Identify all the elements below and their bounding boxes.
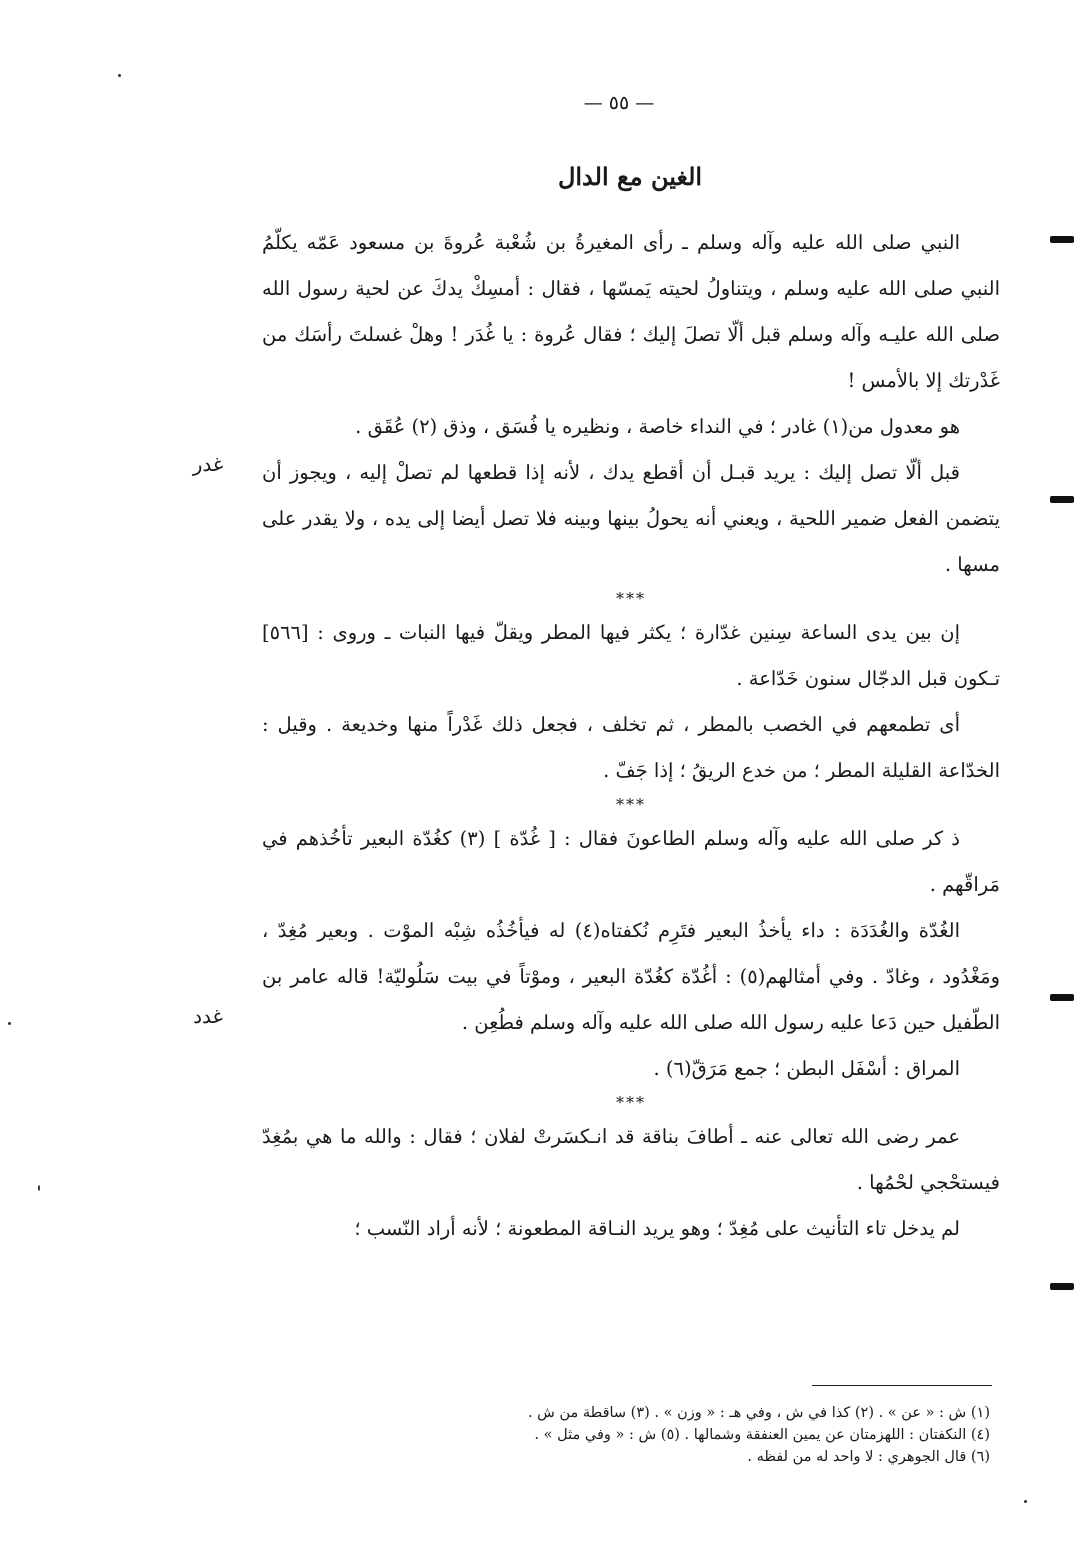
paragraph: المراق : أسْفَل البطن ؛ جمع مَرَقّ(٦) .: [653, 1057, 960, 1080]
paragraph: هو معدول من(١) غادر ؛ في النداء خاصة ، ونظيره يا فُسَق ، وذق (٢) عُقَق .: [355, 415, 960, 438]
footnote-divider: [812, 1385, 992, 1386]
paragraph: الغُدّة والغُدَدَة : داء يأخذُ البعير فتَرِم نُكفتاه(٤) له فيأخُذُه شِبْه الموْت . وبعير مُغِدّ ، ومَغْدُود ، وغادّ . وفي أمثالهم(٥) : أغُدّة كغُدّة البعير ، وموْتاً في بيت سَلُوليّة! قاله عامر بن الطّفيل حين دَعا عليه رسول الله صلى الله عليه وآله وسلم فطُعِن .: [262, 919, 1000, 1034]
footnote-line: (٤) النكفتان : اللهزمتان عن يمين العنفقة وشمالها . (٥) ش : « وفي مثل » .: [534, 1427, 990, 1443]
margin-bar: [1050, 236, 1074, 243]
main-text: [262, 220, 1000, 1252]
page-number: — ٥٥ —: [583, 92, 655, 114]
paragraph: أى تطمعهم في الخصب بالمطر ، ثم تخلف ، فجعل ذلك غَدْراً منها وخديعة . وقيل : الخدّاعة القليلة المطر ؛ من خدع الريقُ ؛ إذا جَفّ .: [262, 713, 1000, 782]
footnotes: [270, 1402, 990, 1468]
margin-bar: [1050, 994, 1074, 1001]
scan-speck: [38, 1185, 40, 1191]
paragraph: قبل ألّا تصل إليك : يريد قبـل أن أقطع يدك ، لأنه إذا قطعها لم تصلْ إليه ، ويجوز أن يتضمن الفعل ضمير اللحية ، ويعني أنه يحولُ بينها وبينه فلا تصل أيضا إلى يده ، ولا يقدر على مسها .: [262, 461, 1000, 576]
margin-word-ghadad: غدد: [193, 1004, 223, 1028]
scan-speck: [118, 74, 121, 77]
paragraph: إن بين يدى الساعة سِنين غدّارة ؛ يكثر فيها المطر ويقلّ فيها النبات ـ وروى : [٥٦٦] تـكون قبل الدجّال سنون خَدّاعة .: [262, 621, 1000, 690]
paragraph: ذ كر صلى الله عليه وآله وسلم الطاعونَ فقال : [ غُدّة ] (٣) كغُدّة البعير تأخُذهم في مَراقّهم .: [262, 827, 1000, 896]
margin-bar: [1050, 1283, 1074, 1290]
section-separator: ***: [616, 589, 646, 608]
scan-speck: [8, 1022, 11, 1025]
paragraph: النبي صلى الله عليه وآله وسلم ـ رأى المغيرةُ بن شُعْبة عُروةَ بن مسعود عَمّه يكلّمُ النبي صلى الله عليه وسلم ، ويتناولُ لحيته يَمسّها ، فقال : أمسِكْ يدكَ عن لحية رسول الله صلى الله عليـه وآله وسلم قبل ألّا تصلَ إليك ؛ فقال عُروة : يا غُدَر ! وهلْ غسلتَ رأسَك من غَدْرتك إلا بالأمس !: [262, 231, 1000, 392]
paragraph: عمر رضى الله تعالى عنه ـ أطافَ بناقة قد انـكسَرتْ لفلان ؛ فقال : والله ما هي بمُغِدّ فيستحْجي لحْمُها .: [262, 1125, 1000, 1194]
margin-bar: [1050, 496, 1074, 503]
footnote-line: (١) ش : « عن » . (٢) كذا في ش ، وفي هـ : « وزن » . (٣) ساقطة من ش .: [527, 1405, 990, 1421]
section-separator: ***: [616, 1093, 646, 1112]
paragraph: لم يدخل تاء التأنيث على مُغِدّ ؛ وهو يريد النـاقة المطعونة ؛ لأنه أراد النّسب ؛: [354, 1217, 960, 1240]
section-separator: ***: [616, 795, 646, 814]
margin-word-ghadar: غدر: [192, 452, 224, 476]
section-title: الغين مع الدال: [557, 162, 703, 191]
footnote-line: (٦) قال الجوهري : لا واحد له من لفظه .: [747, 1449, 990, 1465]
scan-speck: [1024, 1500, 1027, 1503]
